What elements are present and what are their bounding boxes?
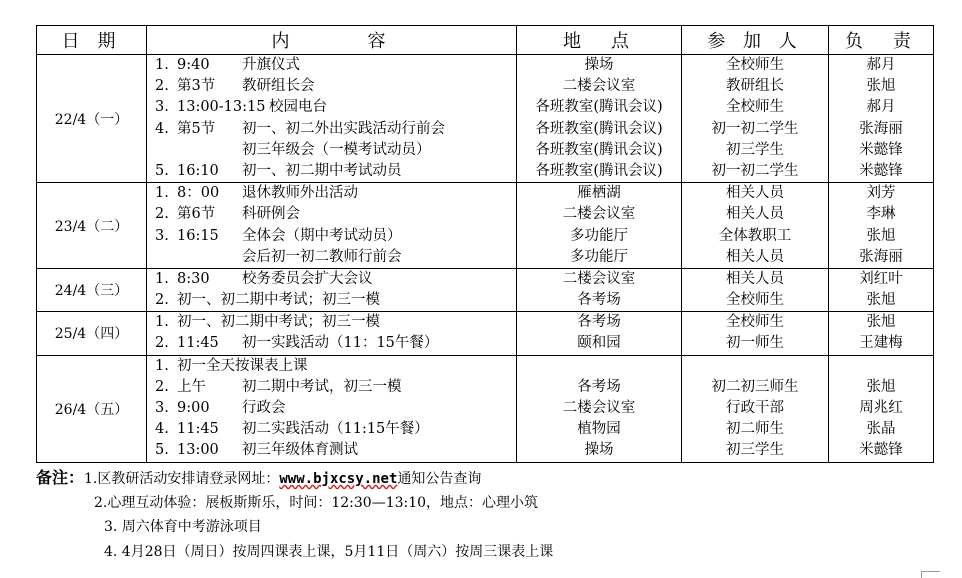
item-text: 初一实践活动（11：15午餐）: [242, 335, 439, 352]
place-line: 多功能厅: [570, 227, 628, 244]
day-responsible: [829, 312, 934, 355]
item-number: 2.: [155, 78, 169, 95]
item-number: 5.: [155, 442, 169, 459]
item-number: 2.: [155, 378, 169, 395]
item-text: 科研例会: [242, 206, 300, 223]
day-responsible: [829, 55, 934, 183]
content-line: [147, 183, 516, 204]
participants-line: 行政干部: [726, 400, 784, 416]
item-number: 5.: [155, 162, 169, 179]
place-line: [517, 356, 681, 377]
responsible-line: 张旭: [866, 378, 896, 395]
participants-line: 初一师生: [726, 335, 784, 352]
place-line: 各班教室(腾讯会议): [535, 99, 663, 116]
responsible-line: 米懿锋: [859, 162, 903, 179]
item-text: 全体会（期中考试动员）: [242, 227, 402, 244]
day-row: [37, 55, 934, 183]
item-text: 初一、初二期中考试；初三一模: [177, 314, 380, 331]
responsible-line: 周兆红: [859, 400, 903, 416]
item-number: 1.: [155, 270, 169, 287]
item-text: 校务委员会扩大会议: [242, 270, 373, 287]
content-line: [147, 440, 516, 461]
participants-line: 初二师生: [726, 421, 784, 438]
day-responsible: [829, 183, 934, 269]
responsible-line: 刘芳: [866, 185, 896, 202]
item-time: 11:45: [177, 335, 219, 352]
responsible-line: 张旭: [866, 78, 896, 95]
website-link[interactable]: www.bjxcsy.net: [279, 471, 398, 487]
day-date: 24/4（三）: [37, 268, 147, 311]
item-text: 初三年级会（一模考试动员）: [242, 141, 431, 158]
day-row: [37, 268, 934, 311]
place-line: 各班教室(腾讯会议): [535, 120, 663, 137]
content-line: [147, 269, 516, 290]
place-line: 二楼会议室: [562, 400, 636, 416]
responsible-line: 郝月: [866, 57, 896, 73]
item-time: 16:10: [177, 162, 219, 179]
note-1: [36, 466, 553, 491]
item-text: 校园电台: [269, 99, 327, 116]
item-time: 13:00: [177, 442, 219, 459]
participants-line: 初一初二学生: [711, 162, 799, 179]
participants-line: 相关人员: [726, 206, 784, 223]
day-date: 25/4（四）: [37, 312, 147, 355]
day-row: [37, 355, 934, 462]
item-number: 3.: [155, 400, 169, 416]
item-number: 2.: [155, 335, 169, 352]
content-line: [147, 140, 516, 161]
content-line: [147, 161, 516, 182]
responsible-line: 张晶: [866, 421, 896, 438]
day-responsible: [829, 355, 934, 462]
day-place: [517, 55, 682, 183]
responsible-line: 李琳: [866, 206, 896, 223]
participants-line: 全校师生: [726, 314, 784, 331]
participants-line: 全校师生: [726, 57, 784, 73]
item-text: 初一、初二期中考试动员: [242, 162, 402, 179]
participants-line: 初三学生: [726, 442, 784, 459]
place-line: 各考场: [577, 314, 621, 331]
day-place: [517, 268, 682, 311]
day-content: [147, 355, 517, 462]
place-line: 各班教室(腾讯会议): [535, 162, 663, 179]
day-content: [147, 55, 517, 183]
item-text: 初二实践活动（11:15午餐）: [242, 421, 429, 438]
place-line: 二楼会议室: [562, 206, 636, 223]
item-number: 1.: [155, 314, 169, 331]
note-1-text: 1.区教研活动安排请登录网址：: [84, 471, 280, 487]
item-text: 升旗仪式: [242, 57, 300, 73]
place-line: 操场: [584, 57, 614, 73]
item-number: 2.: [155, 292, 169, 309]
note-1-suffix: 通知公告查询: [397, 471, 482, 487]
place-line: 各班教室(腾讯会议): [535, 141, 663, 158]
participants-line: 初二初三师生: [711, 378, 799, 395]
item-time: 第5节: [177, 120, 216, 137]
participants-line: 相关人员: [726, 185, 784, 202]
content-line: [147, 97, 516, 118]
day-content: [147, 183, 517, 269]
item-number: 4.: [155, 421, 169, 438]
item-text: 退休教师外出活动: [242, 185, 358, 202]
content-line: [147, 312, 516, 333]
item-number: 3.: [155, 99, 169, 116]
place-line: 多功能厅: [570, 248, 628, 265]
day-participants: [682, 355, 829, 462]
place-line: 雁栖湖: [577, 185, 621, 202]
participants-line: 初一初二学生: [711, 120, 799, 137]
place-line: 各考场: [577, 378, 621, 395]
page-corner-mark: [921, 571, 940, 578]
day-row: [37, 312, 934, 355]
day-responsible: [829, 268, 934, 311]
content-line: [147, 204, 516, 225]
day-date: 23/4（二）: [37, 183, 147, 269]
item-number: 1.: [155, 185, 169, 202]
place-line: 植物园: [577, 421, 621, 438]
day-participants: [682, 183, 829, 269]
participants-line: 全校师生: [726, 99, 784, 116]
participants-line: 相关人员: [726, 270, 784, 287]
day-participants: [682, 312, 829, 355]
item-time: 13:00-13:15: [177, 99, 266, 116]
header-row: [37, 26, 934, 55]
header-date: 日 期: [37, 26, 147, 55]
day-date: 26/4（五）: [37, 355, 147, 462]
responsible-line: 米懿锋: [859, 442, 903, 459]
participants-line: 初三学生: [726, 141, 784, 158]
day-place: [517, 312, 682, 355]
content-line: [147, 226, 516, 247]
content-line: [147, 290, 516, 311]
item-number: 4.: [155, 120, 169, 137]
day-participants: [682, 268, 829, 311]
day-content: [147, 312, 517, 355]
responsible-line: 米懿锋: [859, 141, 903, 158]
place-line: 操场: [584, 442, 614, 459]
note-3: 3. 周六体育中考游泳项目: [104, 519, 262, 535]
day-place: [517, 183, 682, 269]
place-line: 各考场: [577, 292, 621, 309]
content-line: [147, 398, 516, 419]
content-line: [147, 419, 516, 440]
responsible-line: 刘红叶: [859, 270, 903, 287]
content-line: [147, 377, 516, 398]
place-line: 二楼会议室: [562, 270, 636, 287]
item-text: 行政会: [242, 400, 286, 416]
item-time: 16:15: [177, 227, 219, 244]
content-line: [147, 356, 516, 377]
item-time: 9:40: [177, 57, 210, 73]
item-text: 教研组长会: [242, 78, 315, 95]
item-text: 初一全天按课表上课: [177, 357, 308, 374]
item-time: 第6节: [177, 206, 216, 223]
header-content: 内 容: [147, 26, 517, 55]
item-text: 初三年级体育测试: [242, 442, 358, 459]
item-text: 初二期中考试，初三一模: [242, 378, 402, 395]
content-line: [147, 247, 516, 268]
responsible-line: 张旭: [866, 314, 896, 331]
responsible-line: 张旭: [866, 227, 896, 244]
notes-section: [36, 466, 553, 564]
header-responsible: 负 责: [829, 26, 934, 55]
responsible-line: 张旭: [866, 292, 896, 309]
schedule-table: [36, 25, 934, 463]
item-text: 初一、初二外出实践活动行前会: [242, 120, 445, 137]
day-date: 22/4（一）: [37, 55, 147, 183]
item-time: 11:45: [177, 421, 219, 438]
note-2: 2.心理互动体验：展板斯斯乐，时间：12:30—13:10，地点：心理小筑: [94, 494, 539, 511]
day-place: [517, 355, 682, 462]
participants-line: 教研组长: [726, 78, 784, 95]
day-participants: [682, 55, 829, 183]
header-place: 地 点: [517, 26, 682, 55]
item-number: 3.: [155, 227, 169, 244]
item-text: 会后初一初二教师行前会: [242, 248, 402, 265]
header-participants: 参 加 人: [682, 26, 829, 55]
responsible-line: 张海丽: [859, 248, 903, 265]
content-line: [147, 55, 516, 76]
item-time: 8：00: [177, 185, 220, 202]
item-number: 2.: [155, 206, 169, 223]
responsible-line: 王建梅: [859, 335, 903, 352]
participants-line: 全校师生: [726, 292, 784, 309]
day-row: [37, 183, 934, 269]
participants-line: [682, 356, 828, 377]
item-time: 第3节: [177, 78, 216, 95]
responsible-line: 张海丽: [859, 120, 903, 137]
item-number: 1.: [155, 57, 169, 73]
responsible-line: 郝月: [866, 99, 896, 116]
item-time: 8:30: [177, 270, 210, 287]
item-number: 1.: [155, 357, 169, 374]
item-text: 初一、初二期中考试；初三一模: [177, 292, 380, 309]
item-time: 9:00: [177, 400, 210, 416]
participants-line: 相关人员: [726, 248, 784, 265]
note-4: 4. 4月28日（周日）按周四课表上课，5月11日（周六）按周三课表上课: [104, 543, 554, 560]
notes-label: 备注：: [36, 468, 85, 487]
content-line: [147, 76, 516, 97]
participants-line: 全体教职工: [718, 227, 792, 244]
place-line: 颐和园: [577, 335, 621, 352]
item-time: 上午: [177, 378, 206, 395]
responsible-line: [829, 356, 933, 377]
content-line: [147, 333, 516, 354]
place-line: 二楼会议室: [562, 78, 636, 95]
content-line: [147, 119, 516, 140]
day-content: [147, 268, 517, 311]
